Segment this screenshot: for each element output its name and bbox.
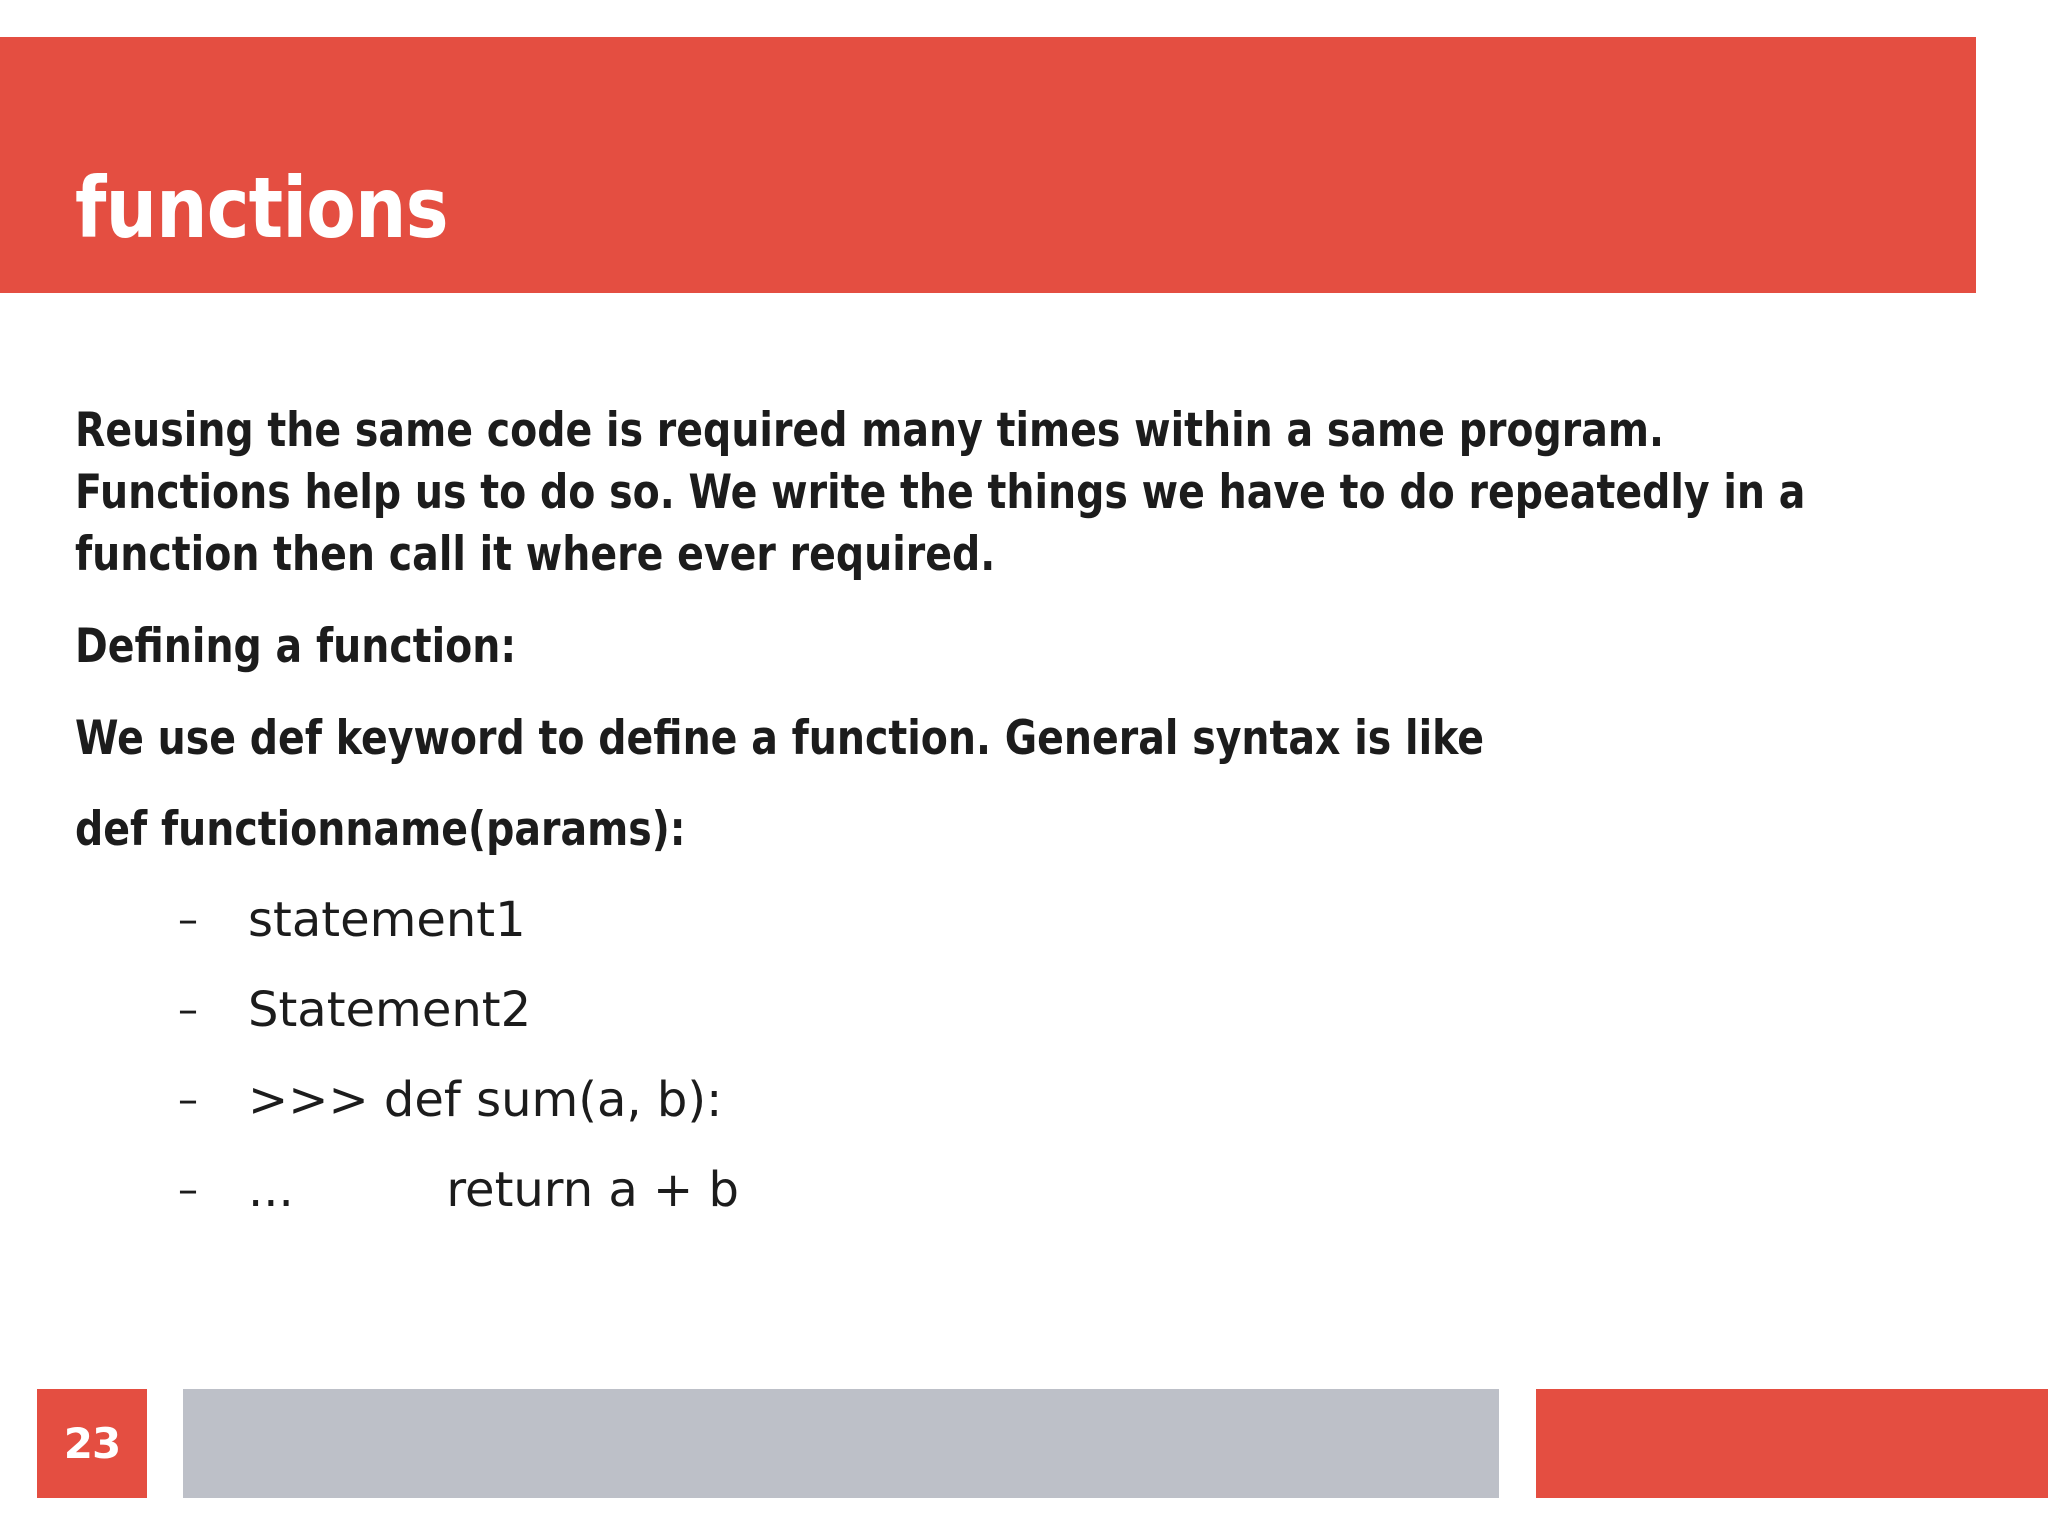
slide-title: functions <box>75 159 448 257</box>
list-item <box>178 885 739 975</box>
intro-paragraph <box>75 400 2015 586</box>
list-item-text: ... return a + b <box>248 1162 739 1218</box>
intro-line-3: function then call it where ever required. <box>75 527 996 582</box>
syntax-signature: def functionname(params): <box>75 802 686 857</box>
list-item <box>178 1065 739 1155</box>
defining-heading: Defining a function: <box>75 619 517 674</box>
syntax-intro: We use def keyword to define a function. General syntax is like <box>75 711 1485 766</box>
intro-line-1: Reusing the same code is required many times within a same program. <box>75 403 1665 458</box>
list-item-text: >>> def sum(a, b): <box>248 1072 723 1128</box>
footer-red-bar <box>1536 1389 2048 1498</box>
page-number-box <box>37 1389 147 1498</box>
list-item <box>178 1155 739 1245</box>
footer-gray-bar <box>183 1389 1499 1498</box>
dash-bullet: – <box>178 1167 198 1213</box>
list-item-text: statement1 <box>248 892 526 948</box>
dash-bullet: – <box>178 987 198 1033</box>
list-item <box>178 975 739 1065</box>
statement-list <box>178 885 739 1245</box>
intro-line-2: Functions help us to do so. We write the things we have to do repeatedly in a <box>75 465 1806 520</box>
page-number: 23 <box>63 1419 121 1468</box>
dash-bullet: – <box>178 1077 198 1123</box>
list-item-text: Statement2 <box>248 982 532 1038</box>
dash-bullet: – <box>178 897 198 943</box>
